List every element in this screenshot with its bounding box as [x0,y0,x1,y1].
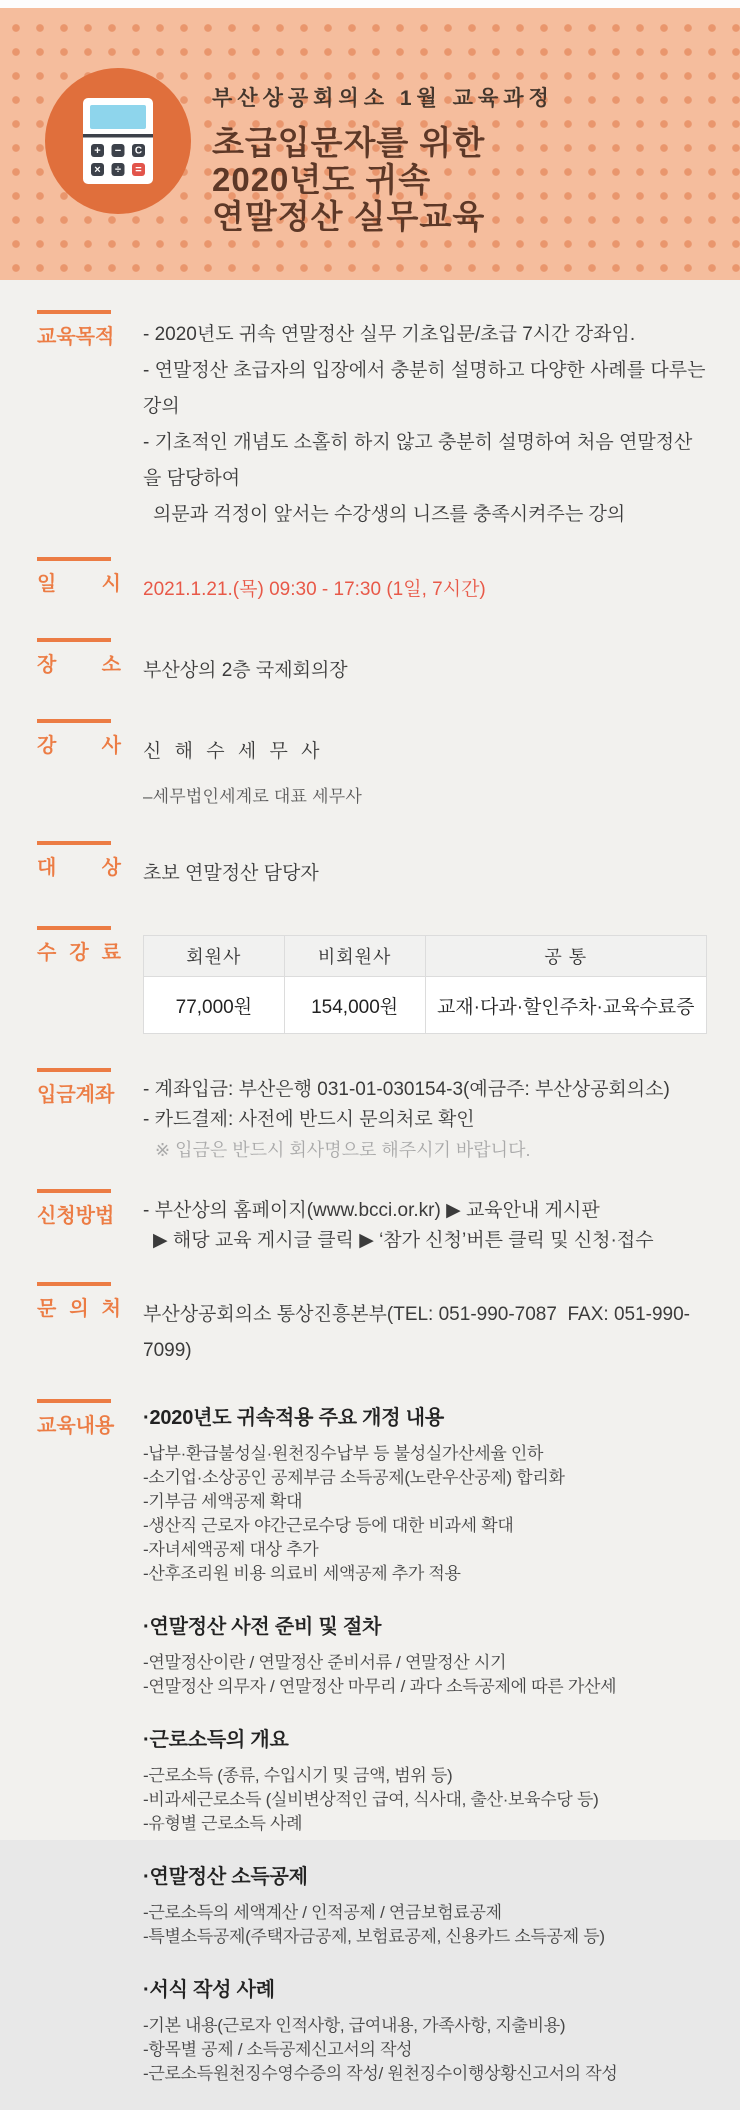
label-bar [37,1399,111,1403]
section-apply-content [143,1189,707,1256]
curriculum-item: -연말정산이란 / 연말정산 준비서류 / 연말정산 시기 [143,1653,507,1672]
section-target [0,841,740,892]
contact-value: 부산상공회의소 통상진흥본부(TEL: 051-990-7087 FAX: 051-990-7099) [143,1304,691,1361]
calc-glyph-multiply: × [94,164,101,176]
section-fee-label [37,926,143,1034]
curriculum-group [143,1610,707,1699]
fee-value-common: 교재·다과·할인주차·교육수료증 [425,977,707,1034]
account-line: - 카드결제: 사전에 반드시 문의처로 확인 [143,1109,475,1130]
calculator-screen [90,105,146,129]
curriculum-item: -연말정산 의무자 / 연말정산 마무리 / 과다 소득공제에 따른 가산세 [143,1677,617,1696]
section-datetime-label [37,557,143,608]
curriculum-item: -생산직 근로자 야간근로수당 등에 대한 비과세 확대 [143,1516,514,1535]
label-bar [37,310,111,314]
curriculum-item: -비과세근로소득 (실비변상적인 급여, 식사대, 출산·보육수당 등) [143,1790,599,1809]
curriculum-group-title: ·연말정산 소득공제 [143,1866,308,1888]
curriculum-item: -기본 내용(근로자 인적사항, 급여내용, 가족사항, 지출비용) [143,2016,566,2035]
section-account [0,1068,740,1165]
curriculum-item: -기부금 세액공제 확대 [143,1492,303,1511]
section-lecturer-content [143,719,707,815]
section-place-content [143,638,707,689]
section-target-label [37,841,143,892]
fee-table [143,935,707,1034]
section-goal [0,310,740,533]
label-text: 교육목적 [37,326,115,348]
section-curriculum [0,1399,740,2110]
goal-line: - 기초적인 개념도 소홀히 하지 않고 충분히 설명하여 처음 연말정산을 담당하여 [143,432,693,489]
goal-line: - 2020년도 귀속 연말정산 실무 기초입문/초급 7시간 강좌임. [143,324,636,345]
section-goal-content [143,310,711,533]
section-goal-label [37,310,143,533]
curriculum-item: -근로소득의 세액계산 / 인적공제 / 연금보험료공제 [143,1903,502,1922]
fee-header-nonmember: 비회원사 [284,936,425,977]
calc-glyph-plus: + [94,145,101,157]
section-lecturer [0,719,740,815]
calc-glyph-minus: − [114,145,122,157]
fee-table-header-row [144,936,707,977]
curriculum-item: -자녀세액공제 대상 추가 [143,1540,319,1559]
label-bar [37,1189,111,1193]
curriculum-group [143,1860,707,1949]
flyer-body [0,280,740,2110]
fee-value-member: 77,000원 [144,977,285,1034]
section-lecturer-label [37,719,143,815]
page-title [212,124,554,235]
account-note: ※ 입금은 반드시 회사명으로 해주시기 바랍니다. [155,1140,531,1160]
title-line-1: 초급입문자를 위한 [212,124,486,161]
section-datetime-content [143,557,707,608]
curriculum-item: -근로소득 (종류, 수입시기 및 금액, 범위 등) [143,1766,453,1785]
section-place-label [37,638,143,689]
label-bar [37,841,111,845]
curriculum-group-title: ·연말정산 사전 준비 및 절차 [143,1616,382,1638]
label-text: 입금계좌 [37,1084,115,1106]
label-bar [37,1282,111,1286]
curriculum-item: -항목별 공제 / 소득공제신고서의 작성 [143,2040,413,2059]
section-apply [0,1189,740,1256]
curriculum-group [143,1723,707,1836]
target-value: 초보 연말정산 담당자 [143,863,319,884]
calc-glyph-divide: ÷ [114,164,122,176]
goal-line: - 연말정산 초급자의 입장에서 충분히 설명하고 다양한 사례를 다루는 강의 [143,360,711,417]
calc-glyph-clear: C [134,145,143,157]
lecturer-name: 신 해 수 세 무 사 [143,741,324,762]
curriculum-item: -특별소득공제(주택자금공제, 보험료공제, 신용카드 소득공제 등) [143,1927,605,1946]
label-bar [37,719,111,723]
label-text: 수 강 료 [37,942,121,964]
place-value: 부산상의 2층 국제회의장 [143,660,348,681]
fee-table-value-row [144,977,707,1034]
lecturer-title: –세무법인세계로 대표 세무사 [143,787,362,806]
section-contact-label [37,1282,143,1369]
calculator-icon [83,98,153,184]
curriculum-group-title: ·서식 작성 사례 [143,1979,275,2001]
apply-line: - 부산상의 홈페이지(www.bcci.or.kr) ▶ 교육안내 게시판 [143,1200,600,1221]
section-target-content [143,841,707,892]
top-strip [0,0,740,8]
label-text: 교육내용 [37,1415,115,1437]
curriculum-group-title: ·2020년도 귀속적용 주요 개정 내용 [143,1407,445,1429]
section-fee [0,926,740,1034]
curriculum-group-title: ·근로소득의 개요 [143,1729,289,1751]
section-place [0,638,740,689]
curriculum-item: -소기업·소상공인 공제부금 소득공제(노란우산공제) 합리화 [143,1468,565,1487]
fee-header-common: 공 통 [425,936,707,977]
header-eyebrow: 부산상공회의소 1월 교육과정 [212,87,554,110]
section-account-content [143,1068,707,1165]
label-bar [37,557,111,561]
curriculum-item: -근로소득원천징수영수증의 작성/ 원천징수이행상황신고서의 작성 [143,2064,618,2083]
calc-glyph-equals: = [135,164,142,176]
header-banner [0,8,740,280]
curriculum-item: -납부·환급불성실·원천징수납부 등 불성실가산세율 인하 [143,1444,544,1463]
fee-header-member: 회원사 [144,936,285,977]
title-line-2: 2020년도 귀속 [212,161,432,198]
account-line: - 계좌입금: 부산은행 031-01-030154-3(예금주: 부산상공회의소) [143,1079,670,1100]
section-curriculum-label [37,1399,143,2110]
title-line-3: 연말정산 실무교육 [212,198,486,235]
section-apply-label [37,1189,143,1256]
section-account-label [37,1068,143,1165]
section-curriculum-content [143,1399,707,2110]
section-contact-content [143,1282,707,1369]
goal-line: 의문과 걱정이 앞서는 수강생의 니즈를 충족시켜주는 강의 [153,504,626,525]
label-bar [37,1068,111,1072]
label-text: 신청방법 [37,1205,115,1227]
section-fee-content [143,926,707,1034]
curriculum-item: -산후조리원 비용 의료비 세액공제 추가 적용 [143,1564,461,1583]
fee-value-nonmember: 154,000원 [284,977,425,1034]
curriculum-item: -유형별 근로소득 사례 [143,1814,303,1833]
label-text: 대 상 [37,857,121,879]
label-text: 장 소 [37,654,121,676]
calculator-badge [45,68,191,214]
section-datetime [0,557,740,608]
label-bar [37,638,111,642]
datetime-value: 2021.1.21.(목) 09:30 - 17:30 (1일, 7시간) [143,579,486,600]
label-text: 일 시 [37,573,121,595]
curriculum-group [143,1401,707,1586]
calculator-divider [83,134,153,138]
curriculum-group [143,1973,707,2086]
label-text: 강 사 [37,735,121,757]
section-contact [0,1282,740,1369]
apply-line: ▶ 해당 교육 게시글 클릭 ▶ ‘참가 신청’버튼 클릭 및 신청·접수 [153,1230,654,1251]
label-text: 문 의 처 [37,1298,121,1320]
label-bar [37,926,111,930]
